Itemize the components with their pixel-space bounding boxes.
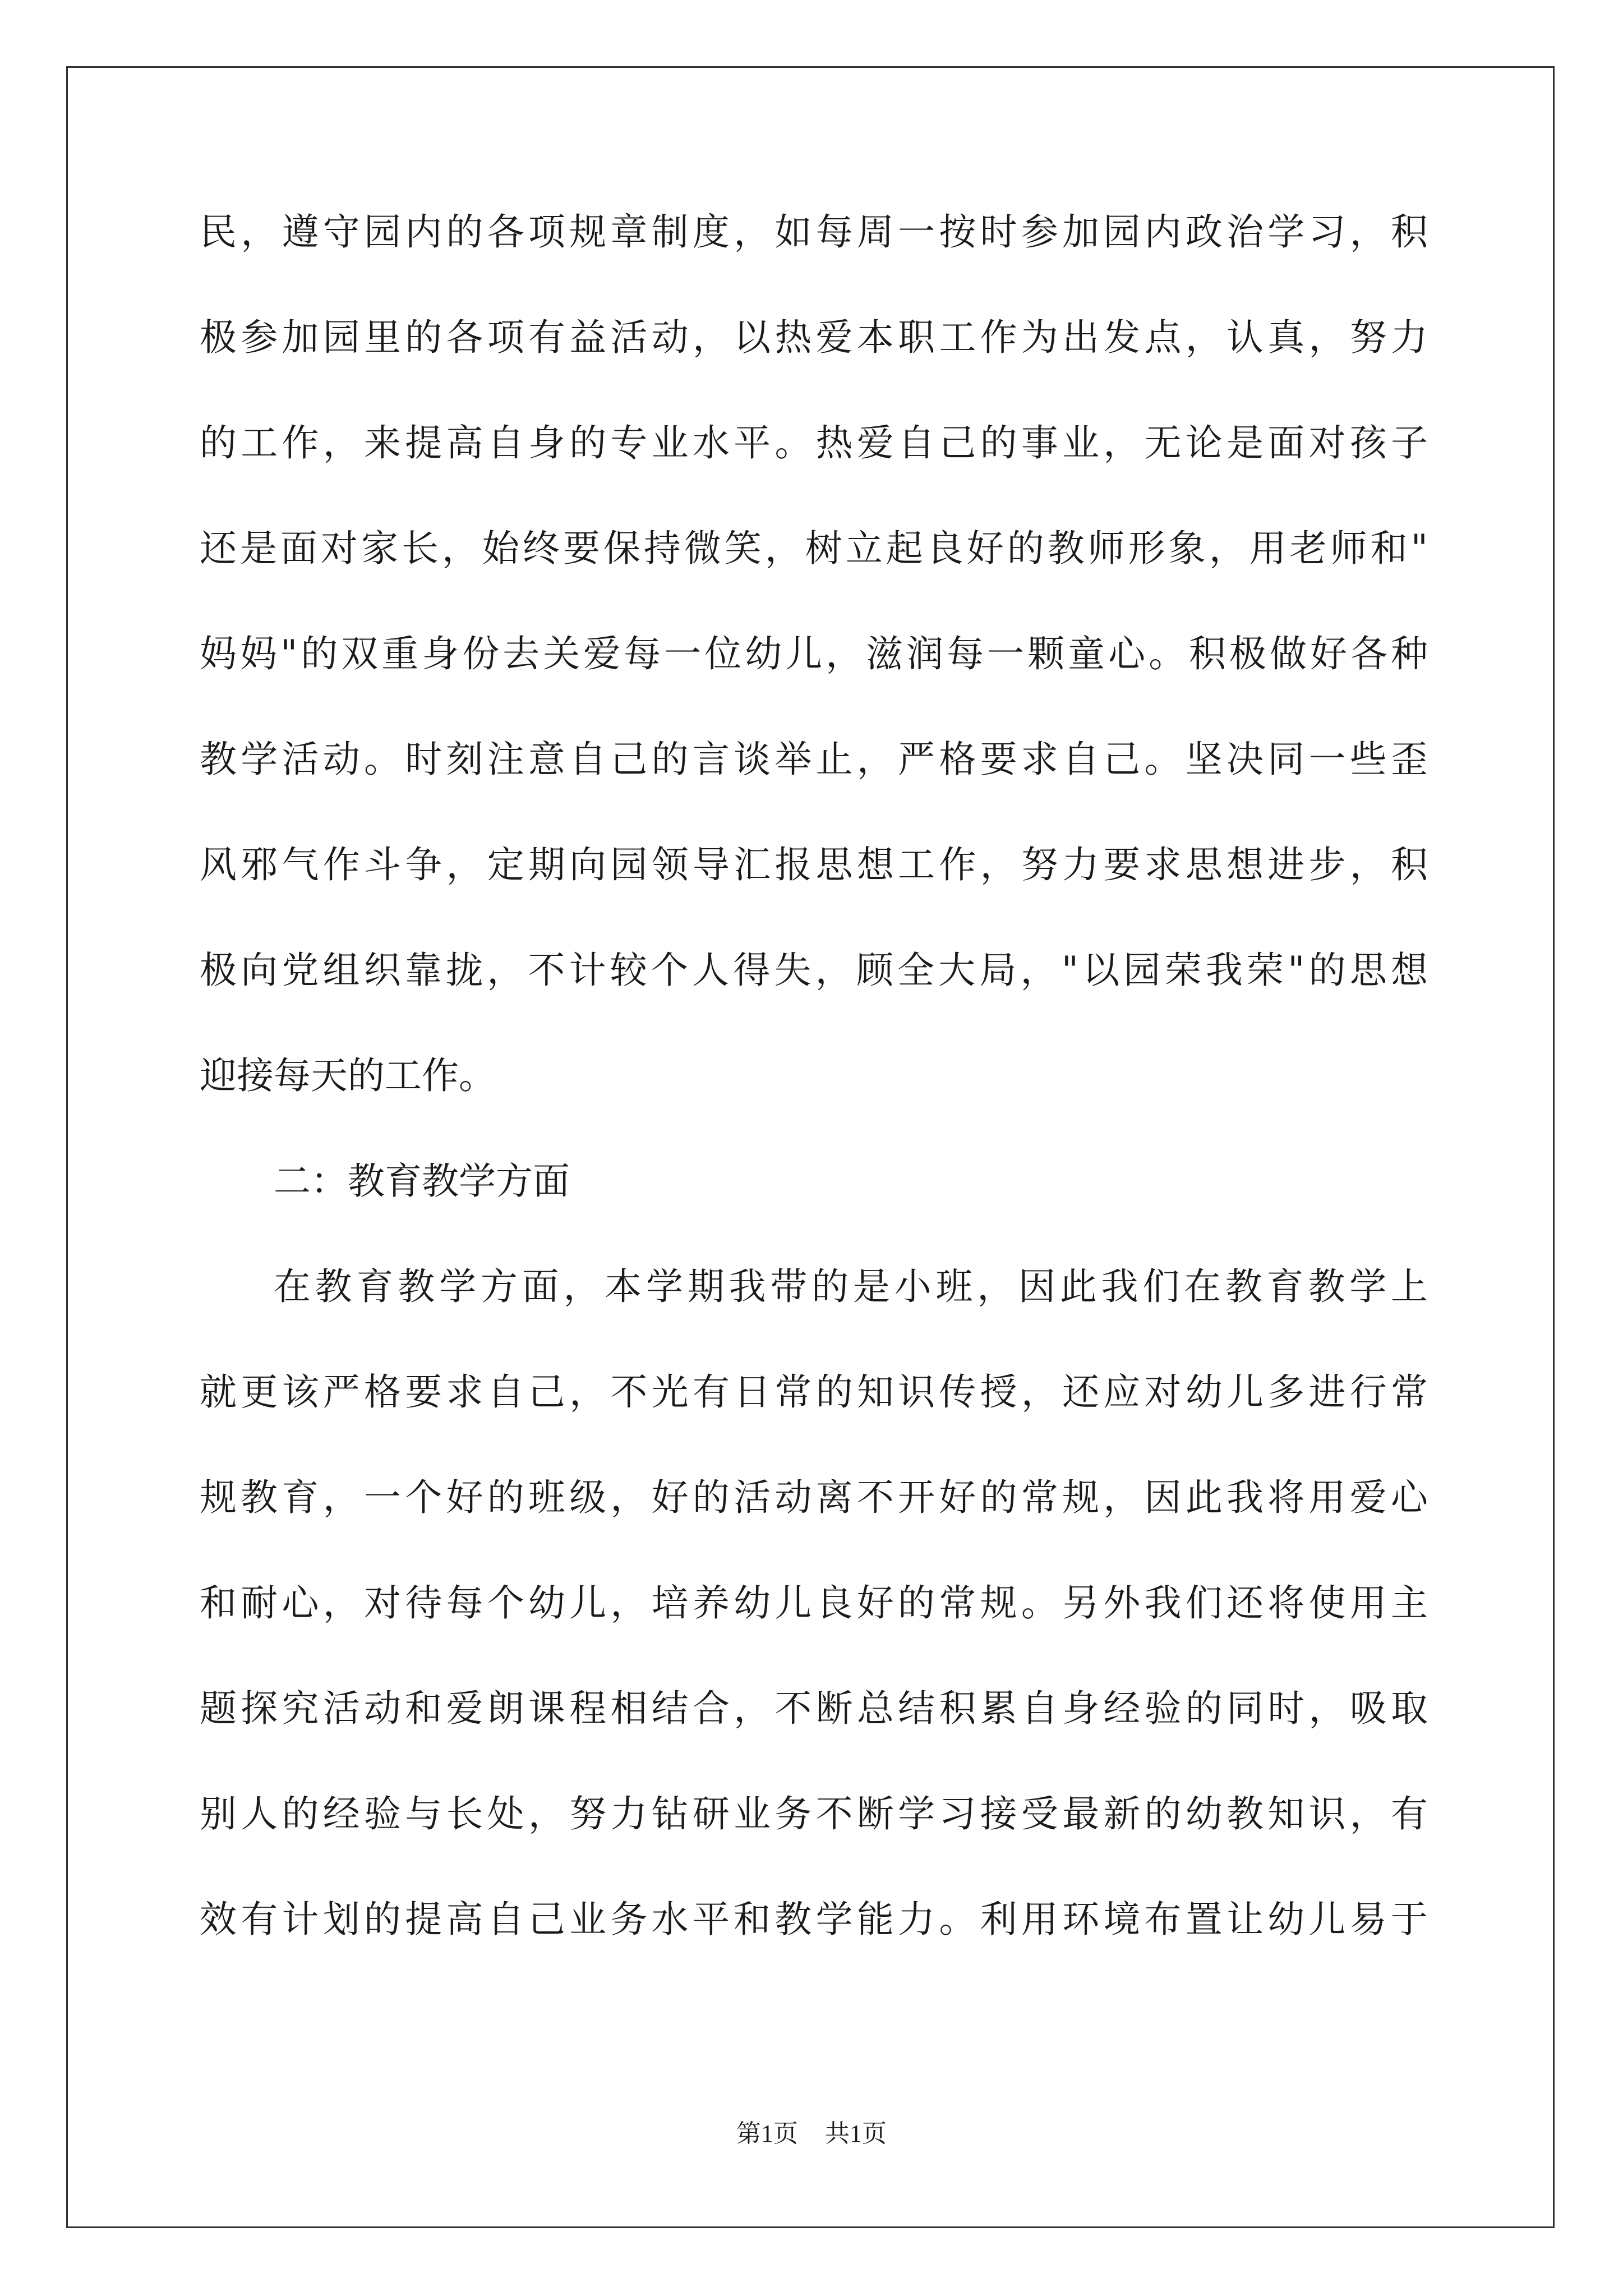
text-line: 风邪气作斗争，定期向园领导汇报思想工作，努力要求思想进步，积	[200, 843, 1428, 886]
text-line: 极向党组织靠拢，不计较个人得失，顾全大局，"以园荣我荣"的思想	[200, 949, 1428, 992]
text-line: 题探究活动和爱朗课程相结合，不断总结积累自身经验的同时，吸取	[200, 1687, 1428, 1730]
text-line: 就更该严格要求自己，不光有日常的知识传授，还应对幼儿多进行常	[200, 1370, 1428, 1414]
text-line: 民，遵守园内的各项规章制度，如每周一按时参加园内政治学习，积	[200, 210, 1428, 254]
page-number: 第1页	[736, 2120, 798, 2147]
page-total: 共1页	[825, 2120, 887, 2147]
text-line: 迎接每天的工作。	[200, 1054, 496, 1097]
text-line: 极参加园里的各项有益活动，以热爱本职工作为出发点，认真，努力	[200, 316, 1428, 359]
text-line: 和耐心，对待每个幼儿，培养幼儿良好的常规。另外我们还将使用主	[200, 1581, 1428, 1625]
section-heading: 二：教育教学方面	[274, 1159, 570, 1203]
text-line: 效有计划的提高自己业务水平和教学能力。利用环境布置让幼儿易于	[200, 1898, 1428, 1941]
text-line: 别人的经验与长处，努力钻研业务不断学习接受最新的幼教知识，有	[200, 1792, 1428, 1835]
text-line: 还是面对家长，始终要保持微笑，树立起良好的教师形象，用老师和"	[200, 527, 1428, 570]
text-line: 规教育，一个好的班级，好的活动离不开好的常规，因此我将用爱心	[200, 1476, 1428, 1519]
text-line: 教学活动。时刻注意自己的言谈举止，严格要求自己。坚决同一些歪	[200, 738, 1428, 781]
paragraph-first-line: 在教育教学方面，本学期我带的是小班，因此我们在教育教学上	[274, 1265, 1428, 1308]
text-line: 的工作，来提高自身的专业水平。热爱自己的事业，无论是面对孩子	[200, 421, 1428, 464]
page-footer	[0, 2118, 1623, 2150]
text-line: 妈妈"的双重身份去关爱每一位幼儿，滋润每一颗童心。积极做好各种	[200, 632, 1428, 675]
document-body	[200, 208, 1428, 2000]
